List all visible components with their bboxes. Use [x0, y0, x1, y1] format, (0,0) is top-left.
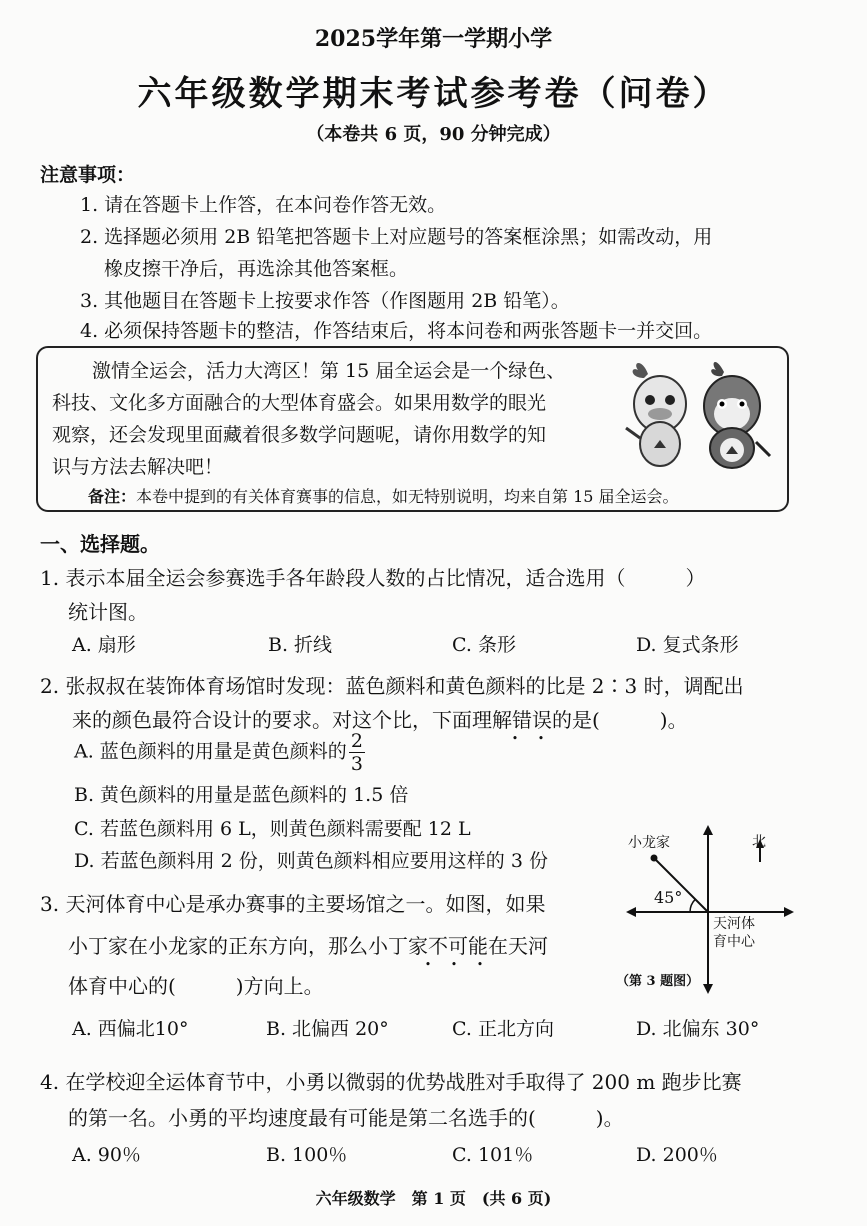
q3-option-b: B. 北偏西 20° [266, 1018, 389, 1040]
q1-option-b: B. 折线 [268, 634, 333, 656]
q3-option-d: D. 北偏东 30° [636, 1018, 760, 1040]
q1-option-d: D. 复式条形 [636, 634, 739, 656]
intro-line-2: 科技、文化多方面融合的大型体育盛会。如果用数学的眼光 [52, 392, 547, 414]
q2-option-a-text: A. 蓝色颜料的用量是黄色颜料的 [74, 740, 347, 763]
q3-option-c: C. 正北方向 [452, 1018, 554, 1040]
q4-option-c: C. 101％ [452, 1144, 534, 1166]
q2-option-a [74, 730, 365, 775]
q2-option-c: C. 若蓝色颜料用 6 L，则黄色颜料需要配 12 L [74, 818, 471, 840]
notes-item-2-cont: 橡皮擦干净后，再选涂其他答案框。 [104, 258, 409, 280]
page-footer: 六年级数学 第 1 页 (共 6 页) [315, 1189, 552, 1208]
page-title: 六年级数学期末考试参考卷（问卷） [137, 74, 730, 114]
label-center-2: 育中心 [713, 934, 755, 950]
notes-item-4: 4. 必须保持答题卡的整洁，作答结束后，将本问卷和两张答题卡一并交回。 [80, 320, 713, 342]
notes-item-2: 2. 选择题必须用 2B 铅笔把答题卡上对应题号的答案框涂黑；如需改动，用 [80, 226, 713, 248]
fraction-denominator: 3 [350, 753, 363, 775]
q4-option-d: D. 200％ [636, 1144, 718, 1166]
intro-line-3: 观察，还会发现里面藏着很多数学问题呢，请你用数学的知 [52, 424, 547, 446]
home-point [651, 855, 658, 862]
q3-stem-end: 在天河 [488, 934, 548, 958]
intro-remark [88, 484, 679, 507]
notes-heading: 注意事项： [40, 164, 136, 186]
q2-option-d: D. 若蓝色颜料用 2 份，则黄色颜料相应要用这样的 3 份 [74, 850, 548, 872]
q3-emphasis-word: 不可能 • • • [428, 930, 488, 959]
angle-arc [690, 899, 695, 912]
q3-stem-line-3: 体育中心的( )方向上。 [68, 974, 324, 998]
notes-item-1: 1. 请在答题卡上作答，在本问卷作答无效。 [80, 194, 447, 216]
q2-stem-line-1: 2. 张叔叔在装饰体育场馆时发现：蓝色颜料和黄色颜料的比是 2∶3 时，调配出 [40, 674, 744, 698]
q1-option-c: C. 条形 [452, 634, 516, 656]
q4-stem-line-2: 的第一名。小勇的平均速度最有可能是第二名选手的( )。 [68, 1106, 624, 1130]
label-center-1: 天河体 [713, 916, 755, 932]
q4-option-a: A. 90％ [72, 1144, 141, 1166]
label-home: 小龙家 [628, 835, 670, 851]
q2-option-b: B. 黄色颜料的用量是蓝色颜料的 1.5 倍 [74, 784, 409, 806]
q3-stem-line-2 [68, 930, 548, 959]
figure-caption: （第 3 题图） [616, 974, 700, 989]
mascot-right [704, 362, 770, 468]
section-choice-title: 一、选择题。 [40, 532, 160, 556]
fraction-numerator: 2 [350, 730, 363, 752]
q1-stem-line-2: 统计图。 [68, 600, 148, 624]
mascot-illustration [620, 352, 780, 472]
remark-text: 本卷中提到的有关体育赛事的信息，如无特别说明，均来自第 15 届全运会。 [136, 487, 679, 506]
intro-line-4: 识与方法去解决吧！ [52, 456, 224, 478]
label-angle: 45° [654, 888, 683, 907]
q3-option-a: A. 西偏北10° [72, 1018, 189, 1040]
q3-stem-line-1: 3. 天河体育中心是承办赛事的主要场馆之一。如图，如果 [40, 892, 546, 916]
label-north: 北 [752, 834, 766, 850]
q1-stem-line-1: 1. 表示本届全运会参赛选手各年龄段人数的占比情况，适合选用（ ） [40, 566, 706, 590]
q3-stem-text: 小丁家在小龙家的正东方向，那么小丁家 [68, 934, 428, 958]
exam-term-line: 2025学年第一学期小学 [314, 26, 553, 52]
q2-stem-end: 的是( )。 [552, 708, 688, 732]
q2-emphasis-word: 错误 • • [512, 704, 552, 733]
q4-stem-line-1: 4. 在学校迎全运体育节中，小勇以微弱的优势战胜对手取得了 200 m 跑步比赛 [40, 1070, 742, 1094]
intro-line-1: 激情全运会，活力大湾区！第 15 届全运会是一个绿色、 [92, 360, 566, 382]
q1-option-a: A. 扇形 [72, 634, 136, 656]
q2-stem-line-2 [72, 704, 688, 733]
mascot-left [626, 363, 686, 466]
notes-item-3: 3. 其他题目在答题卡上按要求作答（作图题用 2B 铅笔）。 [80, 290, 570, 312]
fraction-two-thirds [349, 730, 365, 775]
q4-option-b: B. 100％ [266, 1144, 348, 1166]
page-subtitle: （本卷共 6 页，90 分钟完成） [306, 124, 561, 145]
remark-label: 备注： [88, 487, 137, 506]
q2-stem-text: 来的颜色最符合设计的要求。对这个比，下面理解 [72, 708, 512, 732]
